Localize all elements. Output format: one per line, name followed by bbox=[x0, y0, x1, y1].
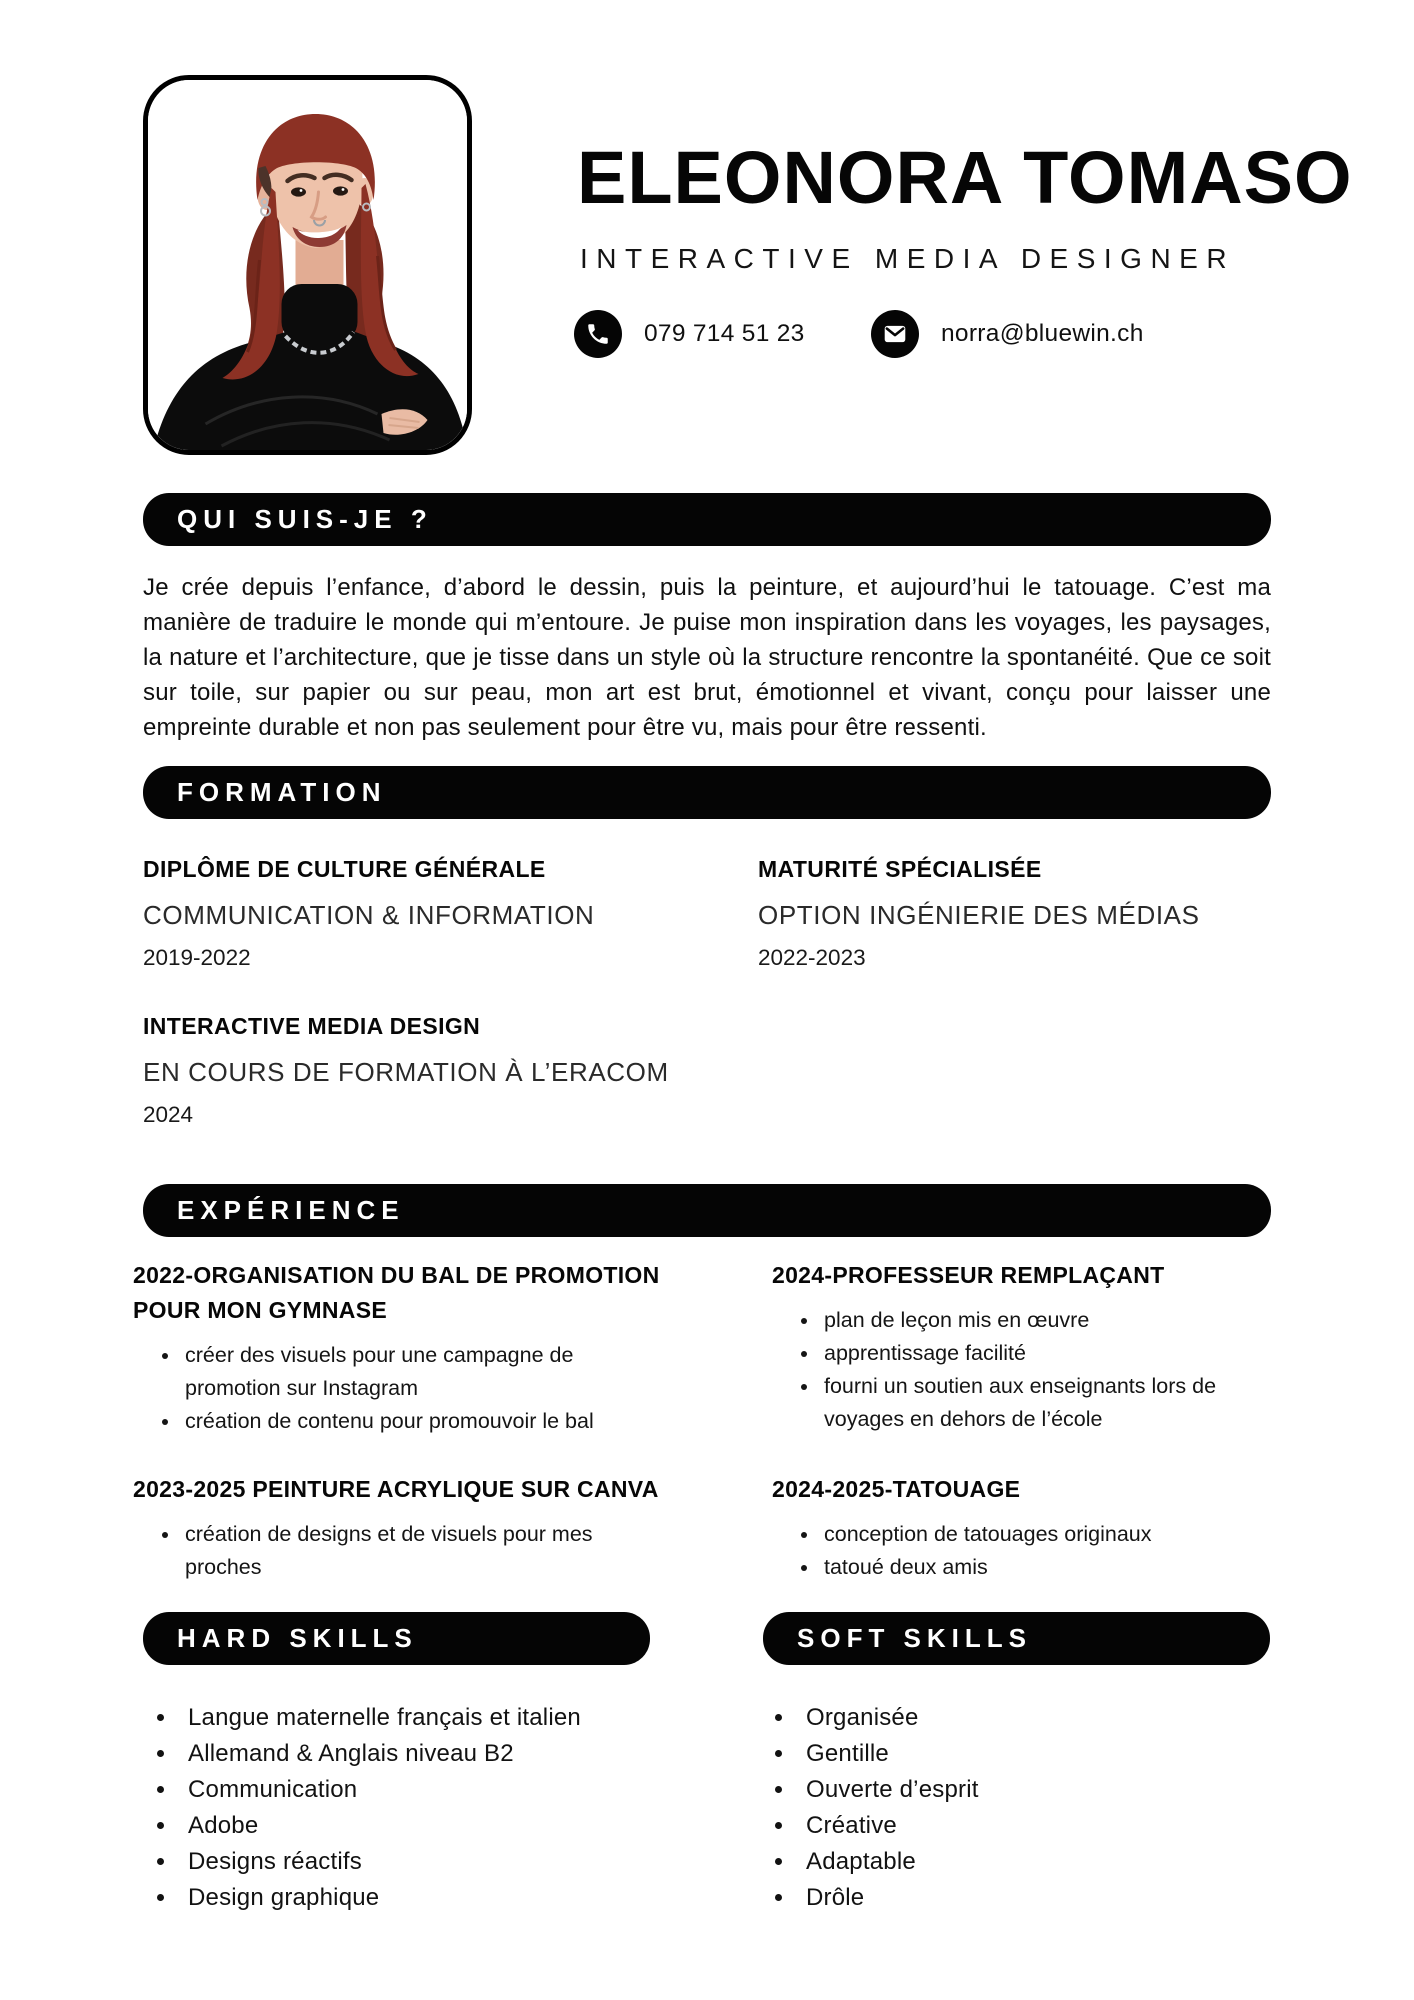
experience-bullet: • fourni un soutien aux enseignants lors de voyages en dehors de l’école bbox=[820, 1370, 1288, 1436]
hard-skill-item: • Allemand & Anglais niveau B2 bbox=[178, 1736, 622, 1772]
formation-period: 2024 bbox=[143, 1102, 194, 1127]
job-title: INTERACTIVE MEDIA DESIGNER bbox=[580, 243, 1236, 274]
hard-skill-item: • Langue maternelle français et italien bbox=[178, 1700, 622, 1736]
soft-skill-item: • Organisée bbox=[796, 1700, 1240, 1736]
soft-skill-item: • Adaptable bbox=[796, 1844, 1240, 1880]
experience-bullet: • plan de leçon mis en œuvre bbox=[820, 1304, 1288, 1337]
hard-skill-item: • Adobe bbox=[178, 1808, 622, 1844]
experience-bullet-list bbox=[772, 1518, 1288, 1584]
formation-subtitle: OPTION INGÉNIERIE DES MÉDIAS bbox=[758, 900, 1200, 930]
experience-bullet: • tatoué deux amis bbox=[820, 1551, 1288, 1584]
hard-skill-item: • Design graphique bbox=[178, 1880, 622, 1916]
soft-skills-list bbox=[770, 1700, 1240, 1916]
about-paragraph: Je crée depuis l’enfance, d’abord le dessin, puis la peinture, et aujourd’hui le tatouage. C’est ma manière de traduire le monde qui m’entoure. Je puise mon inspiration dans les voyages, les paysages, la nature et l’architecture, que je tisse dans un style où la structure rencontre la spontanéité. Que ce soit sur toile, sur papier ou sur peau, mon art est brut, émotionnel et vivant, conçu pour laisser une empreinte durable et non pas seulement pour être vu, mais pour être ressenti. bbox=[143, 574, 1271, 741]
experience-title: 2023-2025 PEINTURE ACRYLIQUE SUR CANVA bbox=[133, 1476, 659, 1502]
soft-skill-item: • Créative bbox=[796, 1808, 1240, 1844]
experience-bullet: • création de designs et de visuels pour mes proches bbox=[181, 1518, 661, 1584]
section-heading-about: QUI SUIS-JE ? bbox=[143, 493, 1271, 546]
experience-bullet-list bbox=[772, 1304, 1288, 1436]
section-heading-formation: FORMATION bbox=[143, 766, 1271, 819]
section-heading-experience: EXPÉRIENCE bbox=[143, 1184, 1271, 1237]
formation-subtitle: COMMUNICATION & INFORMATION bbox=[143, 900, 595, 930]
hard-skill-item: • Communication bbox=[178, 1772, 622, 1808]
email-contact bbox=[871, 310, 1144, 358]
experience-bullet: • apprentissage facilité bbox=[820, 1337, 1288, 1370]
experience-bullet: • conception de tatouages originaux bbox=[820, 1518, 1288, 1551]
experience-entry bbox=[133, 1472, 661, 1584]
envelope-icon bbox=[871, 310, 919, 358]
experience-title: 2024-2025-TATOUAGE bbox=[772, 1476, 1021, 1502]
formation-period: 2019-2022 bbox=[143, 945, 251, 970]
soft-skill-item: • Drôle bbox=[796, 1880, 1240, 1916]
phone-contact bbox=[574, 310, 805, 358]
experience-title: 2022-ORGANISATION DU BAL DE PROMOTION POUR MON GYMNASE bbox=[133, 1262, 660, 1323]
formation-title: MATURITÉ SPÉCIALISÉE bbox=[758, 856, 1042, 882]
portrait-illustration bbox=[148, 80, 467, 450]
formation-period: 2022-2023 bbox=[758, 945, 866, 970]
soft-skill-item: • Ouverte d’esprit bbox=[796, 1772, 1240, 1808]
email-address: norra@bluewin.ch bbox=[941, 320, 1144, 347]
experience-entry bbox=[772, 1472, 1288, 1584]
name: ELEONORA TOMASO bbox=[577, 136, 1353, 219]
formation-entry bbox=[758, 856, 1358, 971]
formation-entry bbox=[143, 856, 743, 971]
formation-title: INTERACTIVE MEDIA DESIGN bbox=[143, 1013, 481, 1039]
experience-entry bbox=[133, 1258, 661, 1438]
hard-skill-item: • Designs réactifs bbox=[178, 1844, 622, 1880]
experience-title: 2024-PROFESSEUR REMPLAÇANT bbox=[772, 1262, 1165, 1288]
section-heading-hard-skills: HARD SKILLS bbox=[143, 1612, 650, 1665]
experience-bullet: • création de contenu pour promouvoir le bal bbox=[181, 1405, 661, 1438]
formation-subtitle: EN COURS DE FORMATION À L’ERACOM bbox=[143, 1057, 669, 1087]
experience-bullet-list bbox=[133, 1339, 661, 1438]
experience-bullet-list bbox=[133, 1518, 661, 1584]
phone-icon bbox=[574, 310, 622, 358]
experience-bullet: • créer des visuels pour une campagne de promotion sur Instagram bbox=[181, 1339, 661, 1405]
experience-entry bbox=[772, 1258, 1288, 1436]
section-heading-soft-skills: SOFT SKILLS bbox=[763, 1612, 1270, 1665]
hard-skills-list bbox=[152, 1700, 622, 1916]
phone-number: 079 714 51 23 bbox=[644, 320, 805, 347]
formation-entry bbox=[143, 1013, 743, 1128]
formation-title: DIPLÔME DE CULTURE GÉNÉRALE bbox=[143, 856, 546, 882]
profile-photo bbox=[143, 75, 472, 455]
soft-skill-item: • Gentille bbox=[796, 1736, 1240, 1772]
